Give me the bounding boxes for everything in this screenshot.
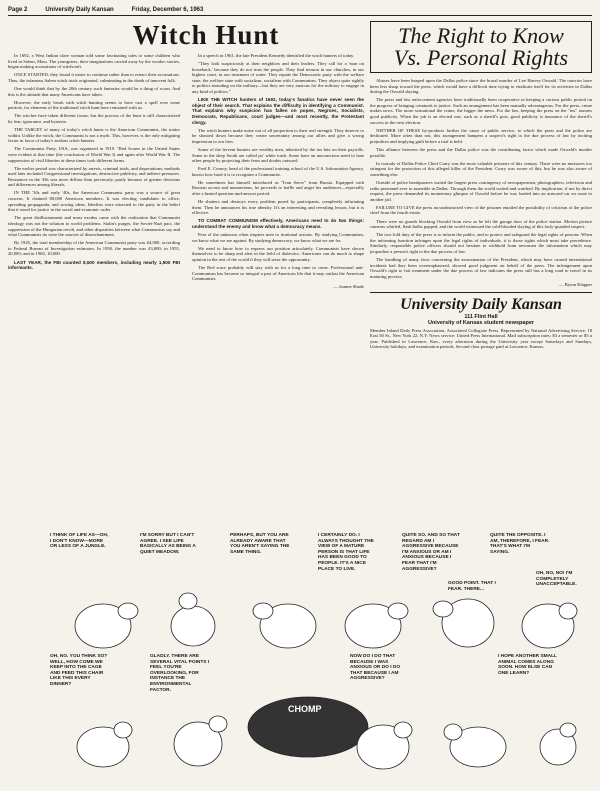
editorial-column-1 xyxy=(8,53,180,290)
paragraph: There were no guards blocking Oswald from view as he left the garage door of the police station. Motion picture cameras whirled, flash bulbs popped, and the world witnessed the cold-blooded slaying of this lacly-guarded suspect. xyxy=(370,218,592,230)
paragraph: He shatters and destroys every problem posed by participants, completely infuriating them. Then he announces his true identity. It's an interesting and revealing lesson, but it is effective. xyxy=(192,199,364,216)
paragraph: THE TARGET of many of today's witch hunts is the American Communist, the traitor within. Unlike the witch, the Communist is not a myth. This, however, is the only mitigating factor in favor of today's zealous witch hunters. xyxy=(8,127,180,144)
witch-hunt-editorial xyxy=(8,21,364,290)
speech-bubble: PERHAPS, BUT YOU ARE ALREADY AWARE THAT YOU AREN'T SAYING THE SAME THING. xyxy=(230,533,290,555)
paragraph: The handling of many facts concerning the assassination of the President, which may have caused international incidents had they been overemphasized, showed good judgment on behalf of the press. The infringement upon Oswald's right to fair treatment under the due process of law indicates the press still has a long road to travel in its maturing process. xyxy=(370,257,592,279)
paragraph: Abuses have been heaped upon the Dallas police since the brutal murder of Lee Harvey Oswald. The outcries have been less sharp toward the press, which would have a difficult time trying to vindicate itself for its activities in Dallas during the Oswald slaying. xyxy=(370,78,592,95)
paper-tagline: University of Kansas student newspaper xyxy=(427,319,535,326)
paragraph: He sometimes has himself introduced as "Ivan Serov" from Russia. Equipped with Russian accent and mannerisms, he proceeds to baffle and anger his audiences—especially after a heated question-and-answer period. xyxy=(192,179,364,197)
paragraph: The witches have taken different forms, but the process of the hunt is still characterized by fear, ignorance, and hysteria. xyxy=(8,113,180,124)
paragraph: By 1945, the total membership of the American Communist party was 64,000, according to Federal Bureau of Investigation estimates. In 1950, the number was 43,000; in 1955, 20,000; and in 1960, 10,000. xyxy=(8,240,180,257)
page-number: Page 2 xyxy=(8,7,28,13)
paragraph: LIKE THE WITCH hunters of 1692, today's fanatics have never seen the object of their search. That explains the difficulty in identifying a Communist. That explains why suspicion has fallen on popes, Negroes, Socialists, Democrats, Republicans, court judges—and most recently, the Protestant clergy. xyxy=(192,97,364,125)
paragraph: The press and law enforcement agencies have traditionally been cooperative in keeping a curious public posted on the progress of bringing criminals to justice. Such an arrangement has been mutually advantageous. For the press, crime makes news. The more sensational the crime, the bigger the news. For the law, keeping the press on the "ins" assures good publicity. When the job is an elected one, such as a sheriff's post, good publicity is insurance of the sheriff's success in the next election. xyxy=(370,97,592,125)
comic-panel xyxy=(248,652,346,768)
paragraph: The Red scare probably will stay with us for a long time to come. Professional anti-Communism has become so integral a part of American life that it may outlast the American Communists. xyxy=(192,265,364,282)
paper-name: University Daily Kansan xyxy=(45,7,114,13)
paragraph: Some of the fervent hunters are wealthy men, inherited by the tax bite on their payrolls. Some in the deep South are called po' white trash. Some have an unconscious need to hate other people by projecting their fears and doubts outward. xyxy=(192,146,364,164)
paragraph: "They look suspiciously at their neighbors and their leaders. They call for a 'man on horseback,' because they do not trust the people. They find treason in our churches, in our highest court, in our treatment of water. They equate the Democratic party with the welfare state, the welfare state with socialism, socialism with Communism. They object quite rightly to politics intruding on the military—but they are very anxious for the military to engage in any kind of politics." xyxy=(192,61,364,95)
paragraph: The Communist Party, USA, was organized in 1919. "Red Scares in the United States were evident at that time (the conclusion of World War I) and again after World War II. The suppression of civil liberties at these times took different forms. xyxy=(8,146,180,163)
paragraph: This alliance between the press and the Dallas police was the contributing factor which made Oswald's murder possible. xyxy=(370,147,592,158)
statement-box xyxy=(370,292,592,350)
paragraph: Fred E. Conroy, head of the professional training school of the U.S. Information Agency, knows how hard it is to recognize a Communist. xyxy=(192,166,364,177)
paragraph: Fear of the unknown often inspires men to irrational actions. By studying Communism, we know what we are against. By studying democracy, we know what we are for. xyxy=(192,232,364,243)
paragraph: We need to know how to express our position articulately. Communists have shown themselves to be sharp and alert in the field of dialectics. Americans can do much to shape opinion in the rest of the world if they will seize the opportunity. xyxy=(192,245,364,262)
speech-bubble: GOOD POINT. THAT I FEAR. THERE... xyxy=(448,581,496,592)
speech-bubble: OH, NO. YOU THINK SO? WELL, HOW COME WE KEEP INTO THE CAGE AND FEED THIS CHAIR LIKE THIS EVERY DINNER? xyxy=(50,654,108,687)
chomp-sound-effect: CHOMP xyxy=(288,704,322,714)
title-line-1: The Right to Know xyxy=(398,23,564,48)
comic-panel xyxy=(138,531,236,647)
paragraph: However, the early brush with witch hunting seems to have cast a spell over some patriots, for elements of the traditional witch hunt have remained with us. xyxy=(8,99,180,111)
paragraph: The two-fold duty of the press is to inform the public, and to protect and safeguard the legal rights of persons. When the informing function infringes upon the legal rights of individuals, it is those rights which must take precedence. Similarly, responsible police officers should not hesitate to withhold from newsmen the information which may jeopardize a person's right to the due process of law. xyxy=(370,232,592,255)
comic-panel xyxy=(496,652,594,768)
comic-strip-row-1 xyxy=(48,531,578,651)
paragraph: In 1692, a West Indian slave woman told some fascinating tales to some children who lived in Salem, Mass. The youngsters, their imaginations carried away by the voodoo stories, began making accusations of witchcraft. xyxy=(8,53,180,70)
title-line-2: Vs. Personal Rights xyxy=(393,45,569,70)
comic-panel xyxy=(48,652,146,768)
paragraph: TO COMBAT COMMUNISM effectively, Americans need to do two things: understand the enemy and know what a democracy means. xyxy=(192,218,364,230)
paragraph: In custody of Dallas Police Chief Curry was the most valuable prisoner of this century. There were no measures too stringent for the protection of this alleged killer of the President. Curry was aware of this, but he was also aware of something else. xyxy=(370,160,592,177)
comic-panel xyxy=(228,531,326,647)
speech-bubble: I THINK OF LIFE AS—OH, I DON'T KNOW—MORE OR LESS OF A JUNGLE. xyxy=(50,533,109,550)
paragraph: The witch hunters make noise out of all proportion to their real strength. They deserve to be shouted down because they create uncertainty among our allies and give a wrong impression to our foes. xyxy=(192,127,364,144)
editorial-title-box xyxy=(370,21,592,73)
paper-logo: University Daily Kansan xyxy=(400,295,562,313)
speech-bubble: QUITE SO. AND SO THAT REGARD AM I AGGRESSIVE BECAUSE I'M ANXIOUS OR AM I ANXIOUS BECAUSE I FEAR THAT I'M AGGRESSIVE? xyxy=(402,533,460,572)
comic-strip-row-2 xyxy=(48,652,578,772)
speech-bubble: I HOPE ANOTHER SMALL ANIMAL COMES ALONG SOON. HOW ELSE CAN ONE LEARN? xyxy=(498,654,557,676)
comic-panel xyxy=(400,531,498,647)
editorial-signature: — Byron Klapper xyxy=(558,282,592,287)
speech-bubble: I CERTAINLY DO. I ALWAYS THOUGHT THE VIEW OF A MATURE PERSON IS THAT LIFE HAS BEEN GOOD TO PEOPLE. IT'S A NICE PLACE TO LIVE. xyxy=(318,533,374,572)
paragraph: In a speech in 1961, the late President Kennedy identified the witch hunters of today. xyxy=(198,53,355,58)
paragraph: LAST YEAR, the FBI counted 8,500 members, including nearly 1,500 FBI informants. xyxy=(8,259,180,271)
editorial-column-2 xyxy=(192,53,364,290)
paragraph: One would think that by the 20th century such fantasies would be a thing of scorn. And this is the attitude that many Americans have taken. xyxy=(8,85,180,97)
paragraph: Outside of police headquarters waited the largest press contingency of newspapermen, photographers, television and radio personnel ever to assemble in Dallas. Through them the world waited and watched. By implication, if not by direct request, the press demanded its momentary glimpse of Oswald before he was loaded into an armored car en route to another jail. xyxy=(370,180,592,202)
paragraph: The earlier period was characterized by arrests, criminal trials, and deportations; methods used later included Congressional investigations, destructive publicity, and indirect pressures. Resistance in the '40s was more diffuse than previously, partly because of greater divisions and differences among liberals. xyxy=(8,165,180,188)
paragraph: The great disillusionment and mass exodus came with the realization that Communist ideology was not the solution to world problems. Stalin's purges, the Soviet-Nazi pact, the suppression of the Hungarian revolt, and other disparities between what Communists say and what Communists do were the sources of disenchantment. xyxy=(8,215,180,238)
comic-panel xyxy=(488,531,586,647)
newspaper-page xyxy=(8,7,592,777)
editorial-title: Witch Hunt xyxy=(132,20,280,50)
paragraph: NEITHER OF THESE by-products further the cause of public service, to which the press and the police are dedicated. More often than not, this arrangement hampers a suspect's right to the due process of law by inciting prejudices and implying guilt before a trial is held. xyxy=(370,127,592,144)
editorial-signature: — Joanne Shade xyxy=(333,284,364,290)
paragraph: FAILURE TO GIVE the press an unobstructed view of the prisoner entailed the possibility of criticism of the police chief from the fourth estate. xyxy=(370,204,592,216)
paragraph: ONCE STARTED, they found it easier to continue rather than to retract their accusations. Thus, the infamous Salem witch trials originated, culminating in the death of innocent folk. xyxy=(8,72,180,83)
comic-panel xyxy=(48,531,146,647)
right-to-know-editorial xyxy=(370,21,592,350)
speech-bubble: OH, NO, NO! I'M COMPLETELY UNACCEPTABLE. xyxy=(536,571,577,588)
speech-bubble: NOW DO I DO THAT BECAUSE I WAS ANXIOUS OR DO I DO THAT BECAUSE I AM AGGRESSIVE? xyxy=(350,654,401,682)
page-masthead xyxy=(8,7,592,16)
speech-bubble: I'M SORRY BUT I CAN'T AGREE. I SEE LIFE BASICALLY AS BEING A QUIET MEADOW. xyxy=(140,533,196,555)
speech-bubble: GLADLY. THERE ARE SEVERAL VITAL POINTS I FEEL YOU'RE OVERLOOKING, FOR INSTANCE THE ENVIRONMENTAL FACTOR. xyxy=(150,654,210,693)
speech-bubble: QUITE THE OPPOSITE. I AM, THEREFORE, I FEAR. THAT'S WHAT I'M SAYING. xyxy=(490,533,550,555)
paragraph: IN THE '30s and early '40s, the American Communist party was a source of great concern. It claimed 80,000 American members. It was electing candidates to office, spreading propaganda, and sowing ideas. Idealists were attracted to the party in the belief that it stood for justice in the social and economic order. xyxy=(8,190,180,213)
comic-panel xyxy=(148,652,246,768)
statement-text: Member Inland Daily Press Association, Associated Collegiate Press. Represented by National Advertising Service, 18 East 50 St., New York 22, N.Y. News service: United Press International. Mail subscription rates: $3 a semester or $5 a year. Published in Lawrence, Kan., every afternoon during the University year except Saturdays and Sundays, University holidays, and examination periods. Second class postage paid at Lawrence, Kansas. xyxy=(370,327,592,350)
paper-address: 111 Flint Hall xyxy=(464,313,498,320)
issue-date: Friday, December 6, 1963 xyxy=(131,7,204,13)
